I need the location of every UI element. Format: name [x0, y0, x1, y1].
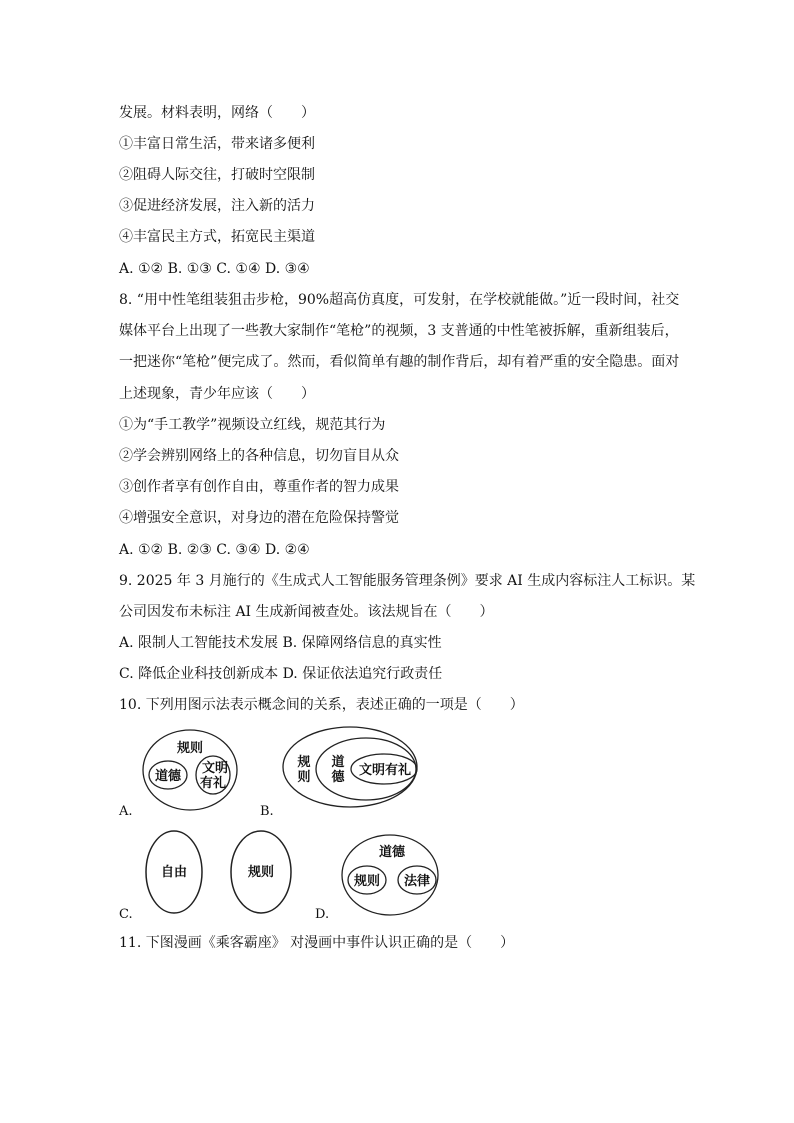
diagram-a-right-ellipse — [196, 756, 230, 794]
q7-item-4: ④丰富民主方式，拓宽民主渠道 — [119, 229, 315, 245]
diagram-c-option-label: C. — [119, 907, 133, 922]
diagram-a-left-ellipse — [149, 761, 187, 789]
diagram-b-option-label: B. — [260, 804, 274, 819]
q8-item-4: ④增强安全意识，对身边的潜在危险保持警觉 — [119, 510, 399, 526]
diagram-c-right-ellipse — [231, 831, 291, 913]
diagram-c-left-label: 自由 — [160, 865, 188, 880]
diagram-c-figure — [146, 831, 291, 913]
q8-stem-line-2: 媒体平台上出现了一些教大家制作“笔枪”的视频，3 支普通的中性笔被拆解，重新组装后， — [119, 323, 679, 339]
diagram-b-middle-label-2: 德 — [331, 770, 345, 785]
diagram-b-inner-ellipse — [351, 754, 417, 784]
diagram-b-outer-label-2: 则 — [297, 770, 311, 785]
diagram-d-figure — [342, 835, 438, 915]
diagram-a-outer-ellipse — [143, 730, 237, 810]
diagram-d-option-label: D. — [315, 907, 330, 922]
diagram-a-option-label: A. — [119, 804, 133, 819]
diagram-a-outer-label: 规则 — [176, 741, 204, 756]
diagram-d-right-ellipse — [398, 866, 436, 894]
diagram-a-figure — [143, 730, 237, 810]
diagram-b-inner-label: 文明有礼 — [358, 763, 412, 778]
q7-item-3: ③促进经济发展，注入新的活力 — [119, 198, 315, 214]
diagram-d-outer-ellipse — [342, 835, 438, 915]
q7-item-1: ①丰富日常生活，带来诸多便利 — [119, 136, 315, 152]
diagram-a-right-label-1: 文明 — [201, 761, 229, 776]
q9-options-line-2: C. 降低企业科技创新成本 D. 保证依法追究行政责任 — [119, 666, 443, 682]
diagram-d-left-label: 规则 — [353, 874, 381, 889]
q9-options-line-1: A. 限制人工智能技术发展 B. 保障网络信息的真实性 — [119, 635, 442, 651]
q10-stem: 10. 下列用图示法表示概念间的关系，表述正确的一项是（ ） — [119, 697, 524, 713]
diagram-d-right-label: 法律 — [403, 874, 431, 889]
q9-stem-line-2: 公司因发布未标注 AI 生成新闻被查处。该法规旨在（ ） — [119, 604, 494, 620]
diagram-b-figure — [283, 727, 417, 807]
q8-item-2: ②学会辨别网络上的各种信息，切勿盲目从众 — [119, 448, 399, 464]
diagram-d-left-ellipse — [348, 866, 386, 894]
diagram-a-left-label: 道德 — [154, 769, 182, 784]
diagram-c-right-label: 规则 — [247, 865, 275, 880]
q7-options: A. ①② B. ①③ C. ①④ D. ③④ — [119, 261, 310, 277]
q8-item-3: ③创作者享有创作自由，尊重作者的智力成果 — [119, 479, 399, 495]
diagram-c-left-ellipse — [146, 831, 202, 913]
q7-stem-tail: 发展。材料表明，网络（ ） — [119, 105, 315, 121]
q8-item-1: ①为“手工教学”视频设立红线，规范其行为 — [119, 417, 386, 433]
diagram-b-outer-label-1: 规 — [297, 755, 311, 770]
diagram-b-middle-ellipse — [316, 738, 416, 800]
diagram-d-outer-label: 道德 — [378, 845, 406, 860]
q8-stem-line-1: 8. “用中性笔组装狙击步枪，90%超高仿真度，可发射，在学校就能做。”近一段时间，社交 — [119, 292, 680, 308]
diagram-b-middle-label-1: 道 — [331, 755, 345, 770]
q9-stem-line-1: 9. 2025 年 3 月施行的《生成式人工智能服务管理条例》要求 AI 生成内容标注人工标识。某 — [119, 573, 696, 589]
q8-options: A. ①② B. ②③ C. ③④ D. ②④ — [119, 542, 310, 558]
diagram-a-right-label-2: 有礼 — [199, 776, 227, 791]
q7-item-2: ②阻碍人际交往，打破时空限制 — [119, 167, 315, 183]
q11-stem: 11. 下图漫画《乘客霸座》 对漫画中事件认识正确的是（ ） — [119, 935, 515, 951]
q8-stem-line-4: 上述现象，青少年应该（ ） — [119, 386, 315, 402]
diagram-b-outer-ellipse — [283, 727, 417, 807]
q8-stem-line-3: 一把迷你“笔枪”便完成了。然而，看似简单有趣的制作背后，却有着严重的安全隐患。面对 — [119, 354, 680, 370]
